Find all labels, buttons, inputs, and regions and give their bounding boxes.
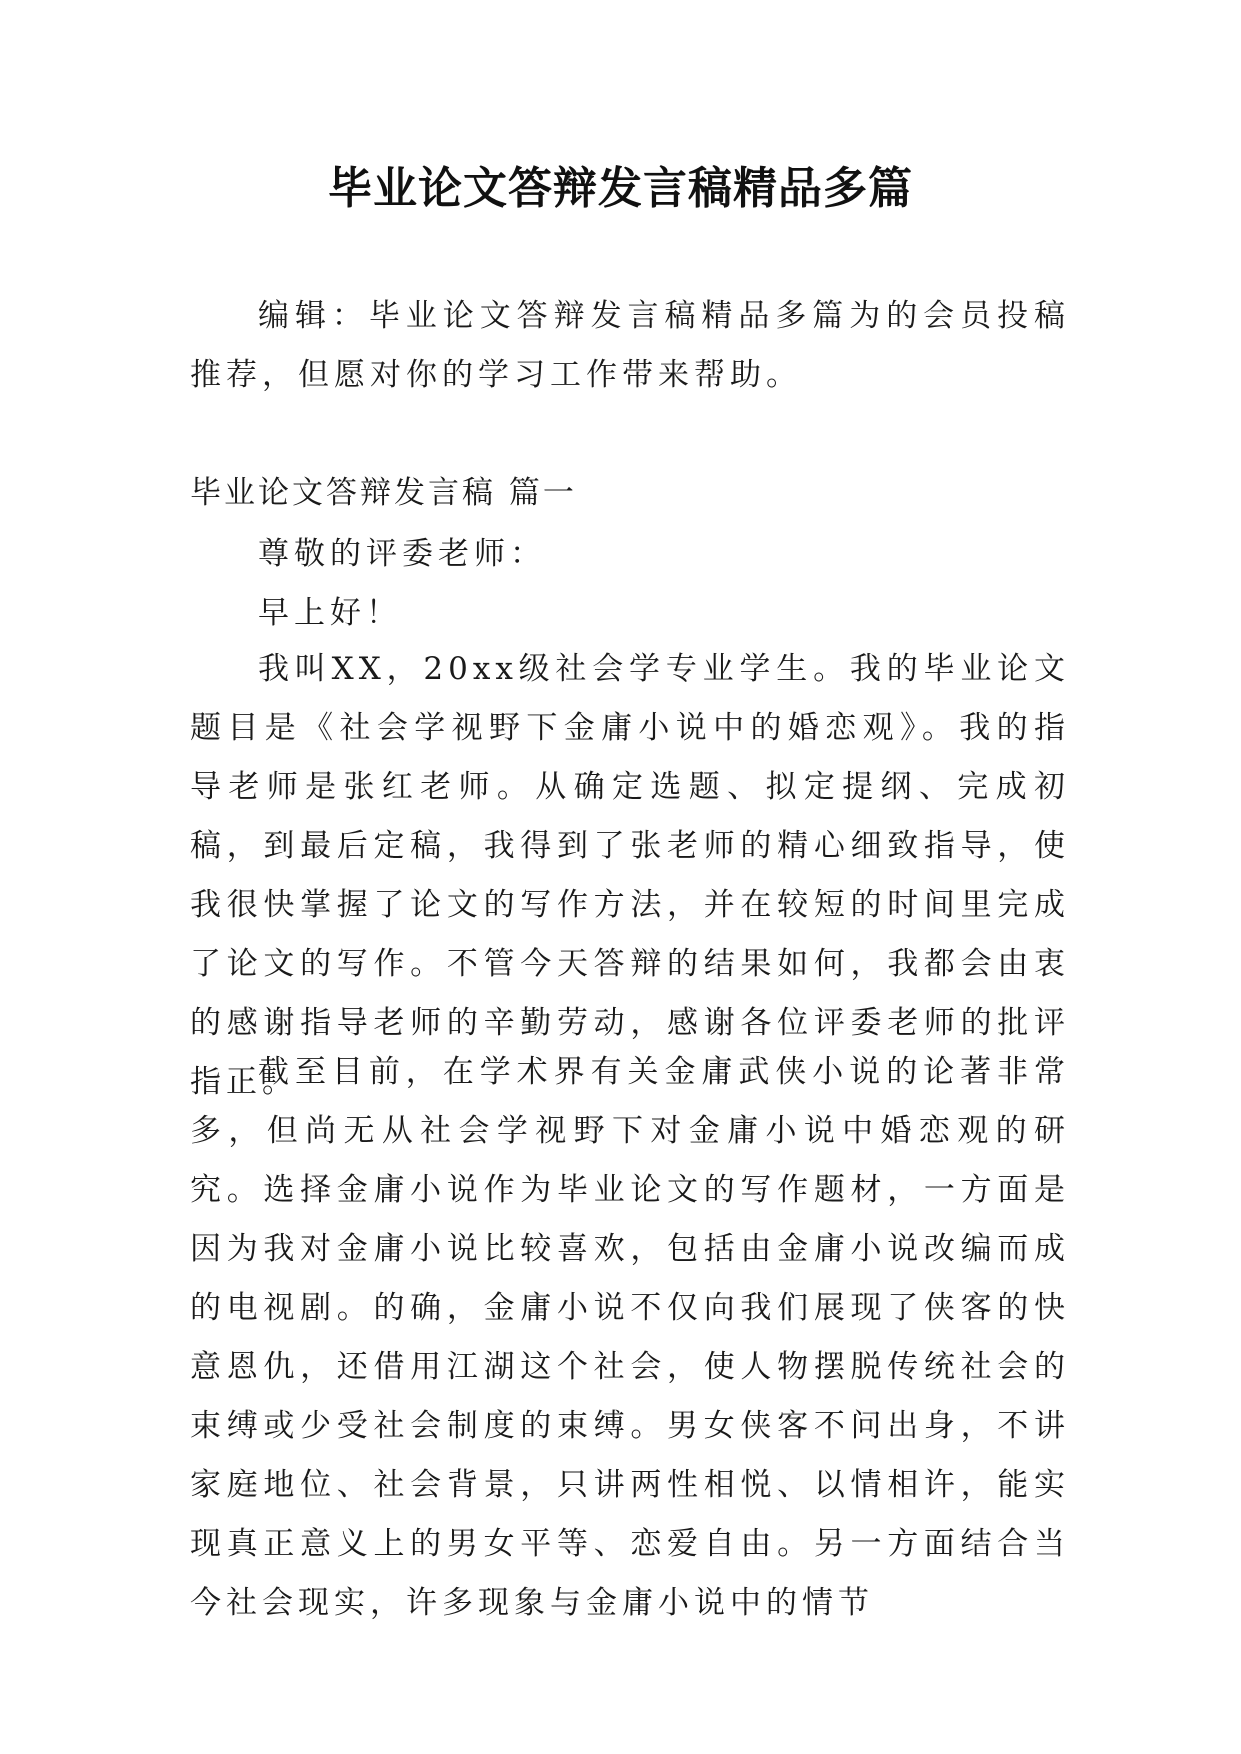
body-paragraph: 我叫XX，20xx级社会学专业学生。我的毕业论文题目是《社会学视野下金庸小说中的婚恋观》。我的指导老师是张红老师。从确定选题、拟定提纲、完成初稿，到最后定稿，我得到了张老师的精心细致指导，使我很快掌握了论文的写作方法，并在较短的时间里完成了论文的写作。不管今天答辩的结果如何，我都会由衷的感谢指导老师的辛勤劳动，感谢各位评委老师的批评指正。 <box>190 651 1070 1100</box>
salutation-line: 尊敬的评委老师： <box>258 536 546 572</box>
body-paragraph: 截至目前，在学术界有关金庸武侠小说的论著非常多，但尚无从社会学视野下对金庸小说中婚恋观的研究。选择金庸小说作为毕业论文的写作题材，一方面是因为我对金庸小说比较喜欢，包括由金庸小说改编而成的电视剧。的确，金庸小说不仅向我们展现了侠客的快意恩仇，还借用江湖这个社会，使人物摆脱传统社会的束缚或少受社会制度的束缚。男女侠客不问出身，不讲家庭地位、社会背景，只讲两性相悦、以情相许，能实现真正意义上的男女平等、恋爱自由。另一方面结合当今社会现实，许多现象与金庸小说中的情节 <box>190 1054 1070 1621</box>
section-heading: 毕业论文答辩发言稿 篇一 <box>190 475 577 511</box>
document-title: 毕业论文答辩发言稿精品多篇 <box>328 163 913 214</box>
greeting-line: 早上好！ <box>258 595 402 631</box>
intro-paragraph: 编辑：毕业论文答辩发言稿精品多篇为的会员投稿推荐，但愿对你的学习工作带来帮助。 <box>190 298 1070 393</box>
